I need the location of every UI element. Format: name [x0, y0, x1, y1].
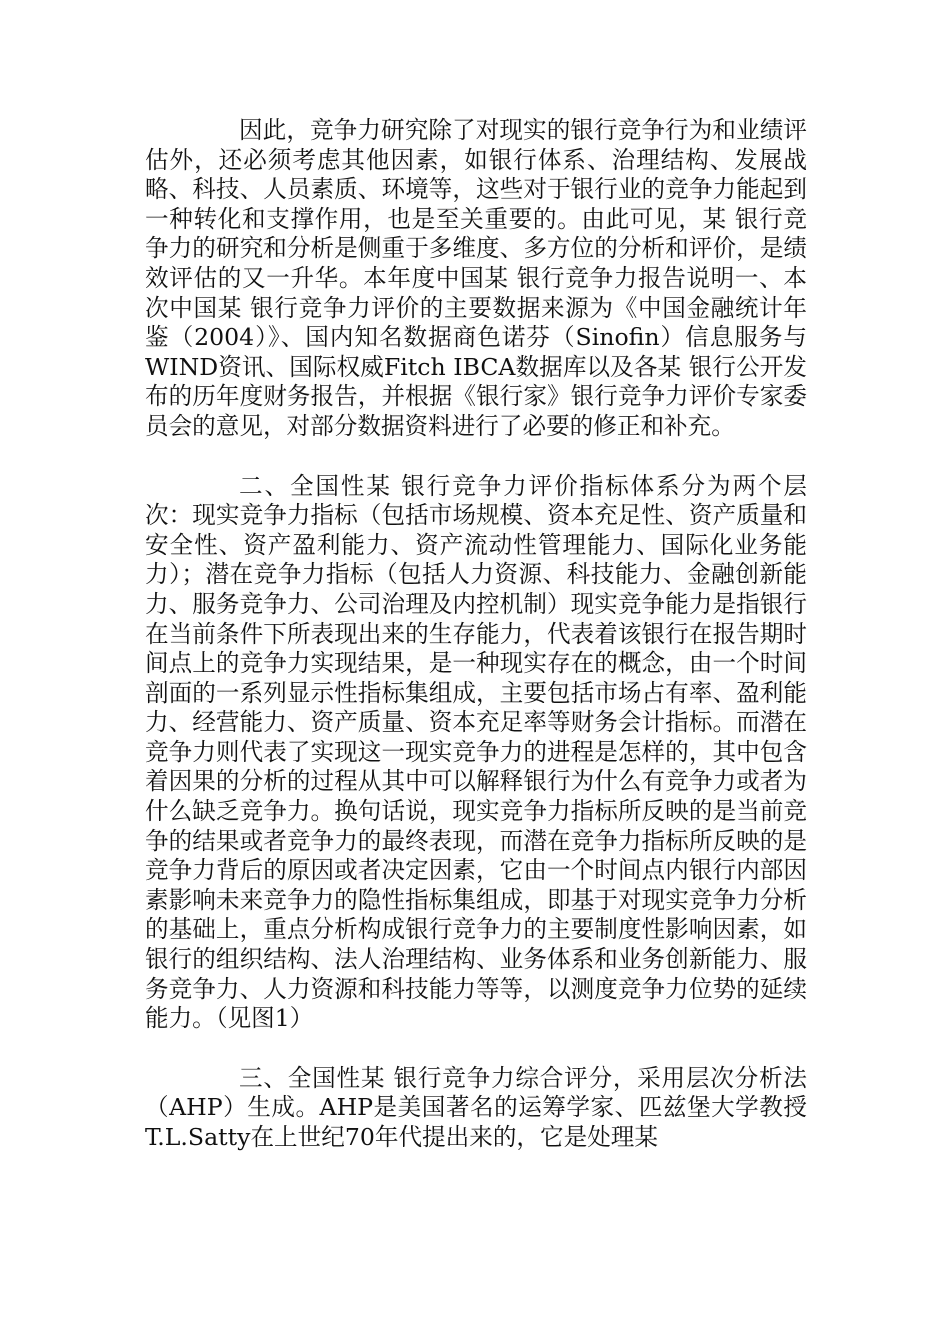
paragraph-3: 三、全国性某 银行竞争力综合评分，采用层次分析法（AHP）生成。AHP是美国著名的运筹学家、匹兹堡大学教授T.L.Satty在上世纪70年代提出来的，它是处理某	[145, 1063, 807, 1151]
document-body	[145, 116, 807, 1183]
paragraph-2: 二、全国性某 银行竞争力评价指标体系分为两个层次：现实竞争力指标（包括市场规模、资本充足性、资产质量和安全性、资产盈利能力、资产流动性管理能力、国际化业务能力）；潜在竞争力指标（包括人力资源、科技能力、金融创新能力、服务竞争力、公司治理及内控机制）现实竞争能力是指银行在当前条件下所表现出来的生存能力，代表着该银行在报告期时间点上的竞争力实现结果，是一种现实存在的概念，由一个时间剖面的一系列显示性指标集组成，主要包括市场占有率、盈利能力、经营能力、资产质量、资本充足率等财务会计指标。而潜在竞争力则代表了实现这一现实竞争力的进程是怎样的，其中包含着因果的分析的过程从其中可以解释银行为什么有竞争力或者为什么缺乏竞争力。换句话说，现实竞争力指标所反映的是当前竞争的结果或者竞争力的最终表现，而潜在竞争力指标所反映的是竞争力背后的原因或者决定因素，它由一个时间点内银行内部因素影响未来竞争力的隐性指标集组成，即基于对现实竞争力分析的基础上，重点分析构成银行竞争力的主要制度性影响因素，如银行的组织结构、法人治理结构、业务体系和业务创新能力、服务竞争力、人力资源和科技能力等等，以测度竞争力位势的延续能力。（见图1）	[145, 471, 807, 1033]
paragraph-1: 因此，竞争力研究除了对现实的银行竞争行为和业绩评估外，还必须考虑其他因素，如银行体系、治理结构、发展战略、科技、人员素质、环境等，这些对于银行业的竞争力能起到一种转化和支撑作用，也是至关重要的。由此可见，某 银行竞争力的研究和分析是侧重于多维度、多方位的分析和评价，是绩效评估的又一升华。本年度中国某 银行竞争力报告说明一、本次中国某 银行竞争力评价的主要数据来源为《中国金融统计年鉴（2004）》、国内知名数据商色诺芬（Sinofin）信息服务与WIND资讯、国际权威Fitch IBCA数据库以及各某 银行公开发布的历年度财务报告，并根据《银行家》银行竞争力评价专家委员会的意见，对部分数据资料进行了必要的修正和补充。	[145, 116, 807, 440]
